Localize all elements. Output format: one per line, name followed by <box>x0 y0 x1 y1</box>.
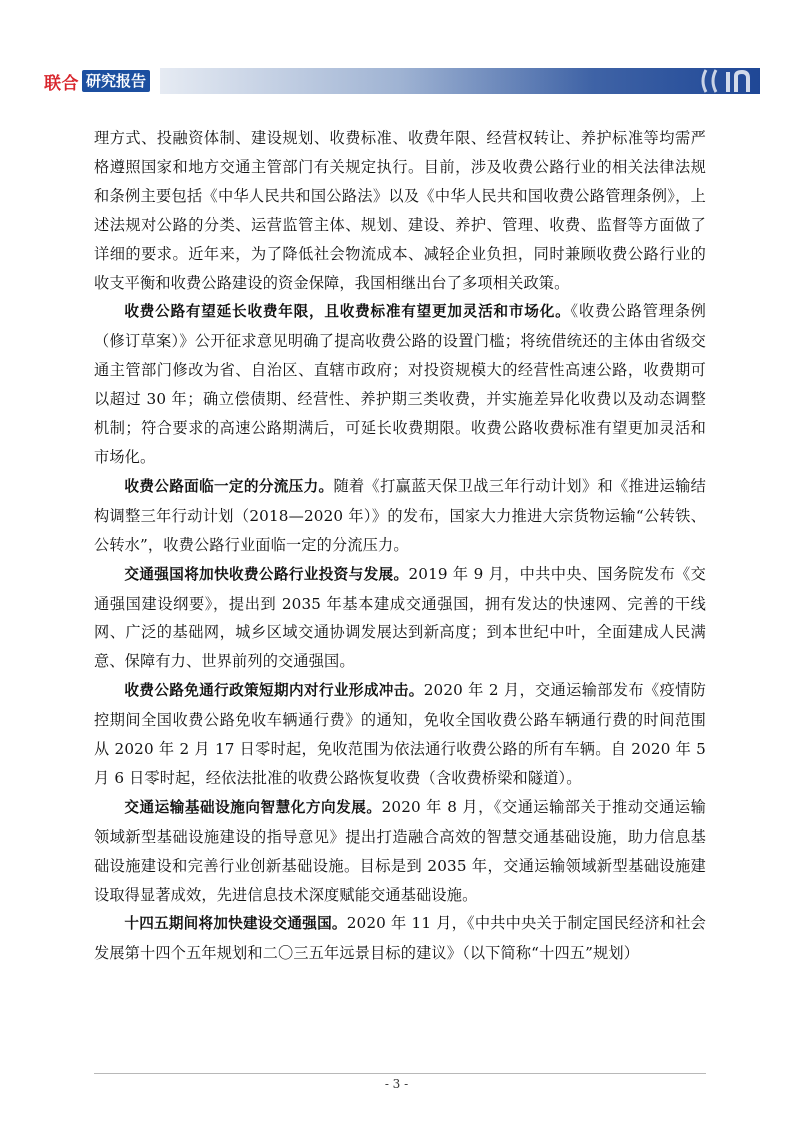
paragraph-2-heading: 收费公路有望延长收费年限，且收费标准有望更加灵活和市场化。 <box>124 303 571 321</box>
document-body <box>94 124 706 968</box>
paragraph-3-heading: 收费公路面临一定的分流压力。 <box>124 477 334 495</box>
paragraph-6-text: 2020 年 8 月，《交通运输部关于推动交通运输领域新型基础设施建设的指导意见》提出打造融合高效的智慧交通基础设施，助力信息基础设施建设和完善行业创新基础设施。目标是到 2035 年，交通运输领域新型基础设施建设取得显著成效，先进信息技术深度赋能交通基础设施。 <box>94 797 706 904</box>
paragraph-5-text: 2020 年 2 月，交通运输部发布《疫情防控期间全国收费公路免收车辆通行费》的通知，免收全国收费公路车辆通行费的时间范围从 2020 年 2 月 17 日零时起，免收范围为依法通行收费公路的所有车辆。自 2020 年 5 月 6 日零时起，经依法批准的收费公路恢复收费（含收费桥梁和隧道）。 <box>94 681 706 787</box>
paragraph-2-text: 《收费公路管理条例（修订草案）》公开征求意见明确了提高收费公路的设置门槛；将统借统还的主体由省级交通主管部门修改为省、自治区、直辖市政府；对投资规模大的经营性高速公路，收费期可以超过 30 年；确立偿债期、经营性、养护期三类收费，并实施差异化收费以及动态调整机制；符合要求的高速公路期满后，可延长收费期限。收费公路收费标准有望更加灵活和市场化。 <box>94 302 707 466</box>
brand-name-red: 联合 <box>44 73 79 94</box>
paragraph-1 <box>94 124 706 297</box>
header-decoration-icon <box>696 68 756 94</box>
paragraph-3-text: 随着《打赢蓝天保卫战三年行动计划》和《推进运输结构调整三年行动计划（2018—2020 年）》的发布，国家大力推进大宗货物运输“公转铁、公转水”，收费公路行业面临一定的分流压力。 <box>94 476 706 554</box>
paragraph-4-text: 2019 年 9 月，中共中央、国务院发布《交通强国建设纲要》，提出到 2035 年基本建成交通强国，拥有发达的快速网、完善的干线网、广泛的基础网，城乡区域交通协调发展达到新高度；到本世纪中叶，全面建成人民满意、保障有力、世界前列的交通强国。 <box>94 564 706 671</box>
paragraph-7-heading: 十四五期间将加快建设交通强国。 <box>124 915 347 933</box>
page-number: - 3 - <box>384 1077 409 1091</box>
paragraph-1-text: 理方式、投融资体制、建设规划、收费标准、收费年限、经营权转让、养护标准等均需严格遵照国家和地方交通主管部门有关规定执行。目前，涉及收费公路行业的相关法律法规和条例主要包括《中华人民共和国公路法》以及《中华人民共和国收费公路管理条例》，上述法规对公路的分类、运营监管主体、规划、建设、养护、管理、收费、监督等方面做了详细的要求。近年来，为了降低社会物流成本、减轻企业负担，同时兼顾收费公路行业的收支平衡和收费公路建设的资金保障，我国相继出台了多项相关政策。 <box>94 129 706 292</box>
header-gradient-band <box>160 68 760 94</box>
page-header <box>0 64 793 98</box>
paragraph-2 <box>94 297 706 471</box>
paragraph-6-heading: 交通运输基础设施向智慧化方向发展。 <box>124 798 382 816</box>
paragraph-4 <box>94 560 706 677</box>
paragraph-7-text: 2020 年 11 月，《中共中央关于制定国民经济和社会发展第十四个五年规划和二〇三五年远景目标的建议》（以下简称“十四五”规划） <box>94 914 706 963</box>
paragraph-4-heading: 交通强国将加快收费公路行业投资与发展。 <box>124 565 409 583</box>
paragraph-3 <box>94 472 706 560</box>
paragraph-5 <box>94 676 706 793</box>
paragraph-5-heading: 收费公路免通行政策短期内对行业形成冲击。 <box>124 682 424 700</box>
footer-divider <box>94 1073 706 1074</box>
brand-logo <box>44 68 150 94</box>
paragraph-7 <box>94 909 706 968</box>
brand-name-box: 研究报告 <box>82 70 150 92</box>
paragraph-6 <box>94 793 706 910</box>
